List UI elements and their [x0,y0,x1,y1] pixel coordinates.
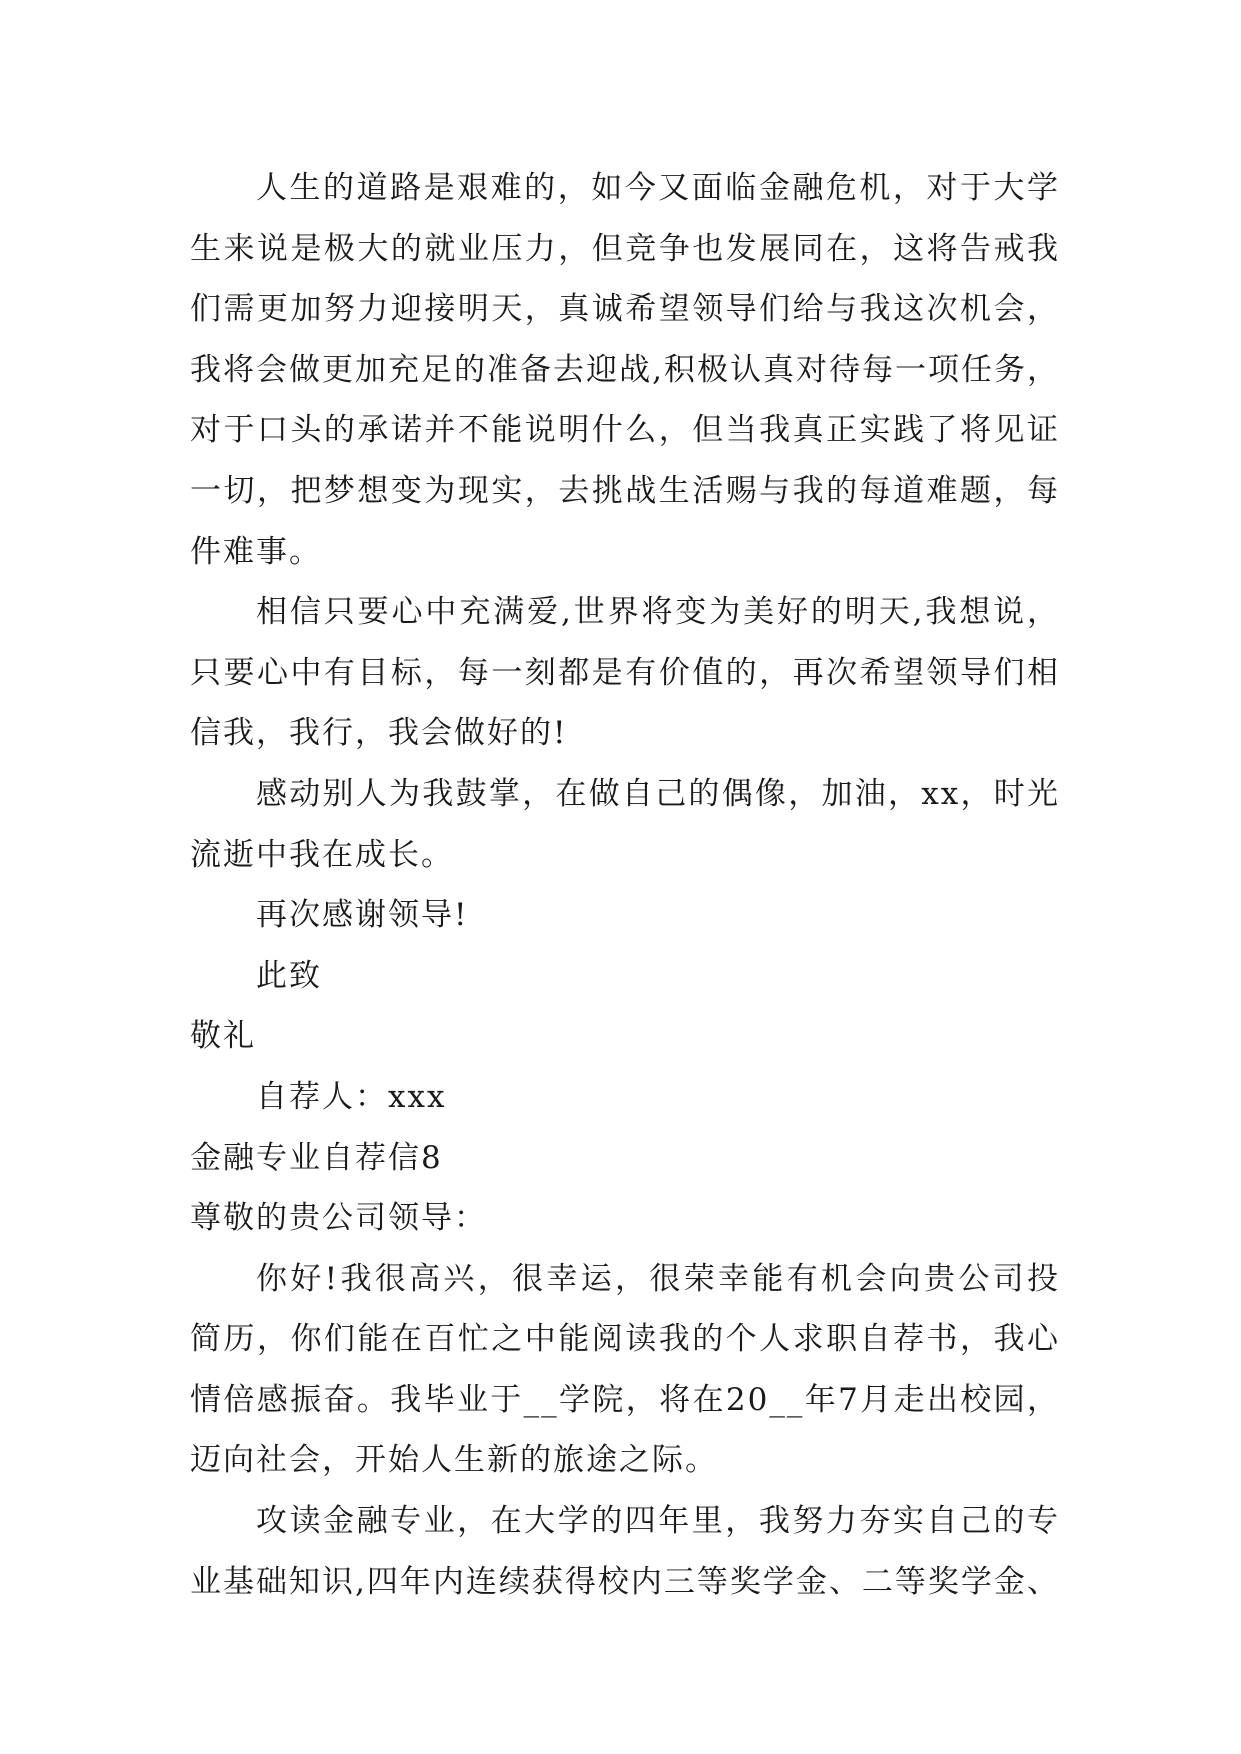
section-title: 金融专业自荐信8 [190,1139,443,1176]
salute-line: 敬礼 [190,1018,256,1055]
paragraph-challenges: 人生的道路是艰难的，如今又面临金融危机，对于大学生来说是极大的就业压力，但竞争也发展同在，这将告戒我们需更加努力迎接明天，真诚希望领导们给与我这次机会，我将会做更加充足的准备去迎战,积极认真对待每一项任务，对于口头的承诺并不能说明什么，但当我真正实践了将见证一切，把梦想变为现实，去挑战生活赐与我的每道难题，每件难事。 [190,170,1060,570]
paragraph-growth: 感动别人为我鼓掌，在做自己的偶像，加油，xx，时光流逝中我在成长。 [190,775,1060,873]
paragraph-introduction: 你好!我很高兴，很幸运，很荣幸能有机会向贵公司投简历，你们能在百忙之中能阅读我的个人求职自荐书，我心情倍感振奋。我毕业于__学院，将在20__年7月走出校园，迈向社会，开始人生新的旅途之际。 [190,1260,1060,1479]
greeting-line: 尊敬的贵公司领导： [190,1200,487,1237]
signature-line: 自荐人：xxx [256,1078,447,1115]
thanks-line: 再次感谢领导! [256,897,469,934]
paragraph-belief: 相信只要心中充满爱,世界将变为美好的明天,我想说，只要心中有目标，每一刻都是有价值的，再次希望领导们相信我，我行，我会做好的! [190,594,1060,752]
closing-line: 此致 [256,957,322,994]
document-body [190,158,1060,1612]
paragraph-studies: 攻读金融专业，在大学的四年里，我努力夯实自己的专业基础知识,四年内连续获得校内三等奖学金、二等奖学金、 [190,1503,1060,1600]
